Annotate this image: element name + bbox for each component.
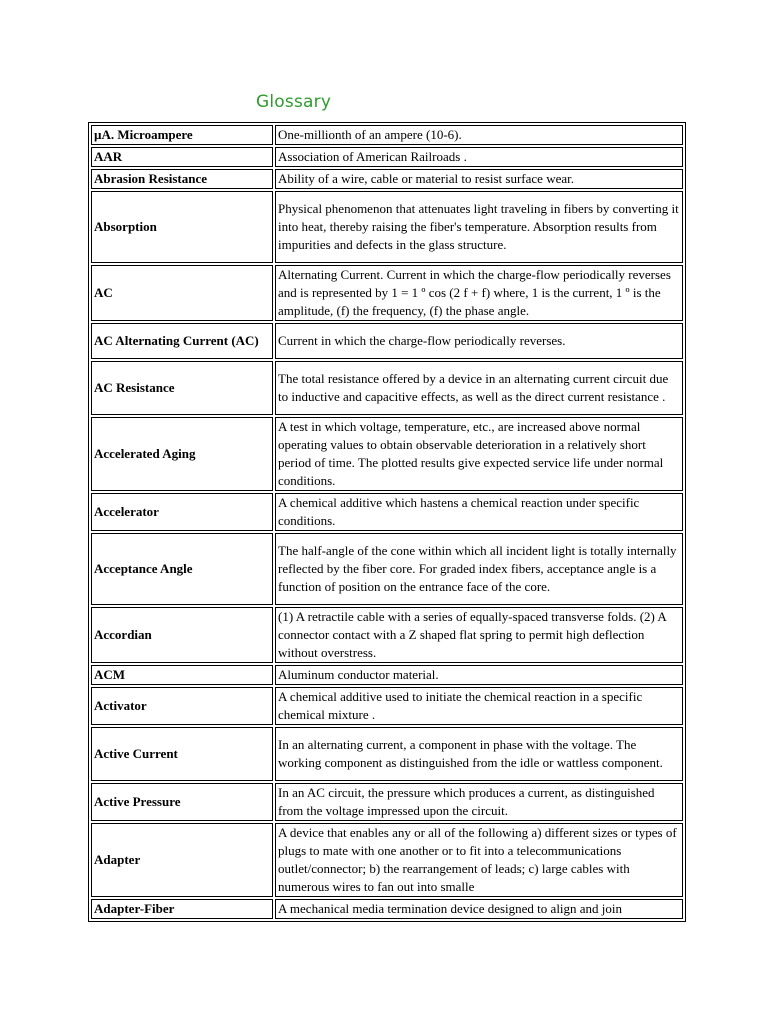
definition-cell: Association of American Railroads . <box>275 147 683 167</box>
definition-cell: In an AC circuit, the pressure which produces a current, as distinguished from the voltage impressed upon the circuit. <box>275 783 683 821</box>
definition-text: A mechanical media termination device designed to align and join <box>278 901 623 916</box>
table-row <box>91 533 683 605</box>
definition-cell: One-millionth of an ampere (10-6). <box>275 125 683 145</box>
table-row <box>91 899 683 919</box>
term-cell: AAR <box>91 147 273 167</box>
term-cell: Abrasion Resistance <box>91 169 273 189</box>
table-row <box>91 191 683 263</box>
glossary-table <box>88 122 686 922</box>
table-row <box>91 265 683 321</box>
table-row <box>91 823 683 897</box>
term-cell: Accelerated Aging <box>91 417 273 491</box>
table-row <box>91 417 683 491</box>
definition-cell: A chemical additive which hastens a chemical reaction under specific conditions. <box>275 493 683 531</box>
term-cell: Adapter <box>91 823 273 897</box>
term-cell: Accordian <box>91 607 273 663</box>
term-cell: Acceptance Angle <box>91 533 273 605</box>
term-cell: Active Pressure <box>91 783 273 821</box>
page-title: Glossary <box>256 92 332 112</box>
term-cell: Active Current <box>91 727 273 781</box>
definition-cell: A device that enables any or all of the following a) different sizes or types of plugs to mate with one another or to fit into a telecommunications outlet/connector; b) the rearrangement of leads; c) large cables with numerous wires to fan out into smalle <box>275 823 683 897</box>
table-row <box>91 727 683 781</box>
table-row <box>91 665 683 685</box>
definition-cell: Physical phenomenon that attenuates light traveling in fibers by converting it into heat, thereby raising the fiber's temperature. Absorption results from impurities and defects in the glass structure. <box>275 191 683 263</box>
definition-cell: A chemical additive used to initiate the chemical reaction in a specific chemical mixture . <box>275 687 683 725</box>
table-row <box>91 169 683 189</box>
table-row <box>91 147 683 167</box>
definition-cell: Ability of a wire, cable or material to resist surface wear. <box>275 169 683 189</box>
term-cell: Activator <box>91 687 273 725</box>
term-cell: AC <box>91 265 273 321</box>
term-cell: Absorption <box>91 191 273 263</box>
definition-cell: (1) A retractile cable with a series of equally-spaced transverse folds. (2) A connector contact with a Z shaped flat spring to permit high deflection without overstress. <box>275 607 683 663</box>
table-row <box>91 323 683 359</box>
table-row <box>91 687 683 725</box>
term-cell: Accelerator <box>91 493 273 531</box>
definition-cell: Current in which the charge-flow periodically reverses. <box>275 323 683 359</box>
term-cell: µA. Microampere <box>91 125 273 145</box>
table-row <box>91 125 683 145</box>
definition-cell: The half-angle of the cone within which all incident light is totally internally reflected by the fiber core. For graded index fibers, acceptance angle is a function of position on the entrance face of the core. <box>275 533 683 605</box>
term-cell: AC Alternating Current (AC) <box>91 323 273 359</box>
table-row <box>91 493 683 531</box>
table-row <box>91 361 683 415</box>
term-cell: AC Resistance <box>91 361 273 415</box>
table-row <box>91 607 683 663</box>
definition-cell: Alternating Current. Current in which the charge-flow periodically reverses and is represented by 1 = 1 º cos (2 f + f) where, 1 is the current, 1 º is the amplitude, (f) the frequency, (f) the phase angle. <box>275 265 683 321</box>
definition-cell: Aluminum conductor material. <box>275 665 683 685</box>
term-cell: Adapter-Fiber <box>91 899 273 919</box>
term-cell: ACM <box>91 665 273 685</box>
definition-cell: The total resistance offered by a device in an alternating current circuit due to inductive and capacitive effects, as well as the direct current resistance . <box>275 361 683 415</box>
table-row <box>91 783 683 821</box>
definition-cell: In an alternating current, a component in phase with the voltage. The working component as distinguished from the idle or wattless component. <box>275 727 683 781</box>
definition-cell <box>275 899 683 919</box>
definition-cell: A test in which voltage, temperature, etc., are increased above normal operating values to obtain observable deterioration in a relatively short period of time. The plotted results give expected service life under normal conditions. <box>275 417 683 491</box>
